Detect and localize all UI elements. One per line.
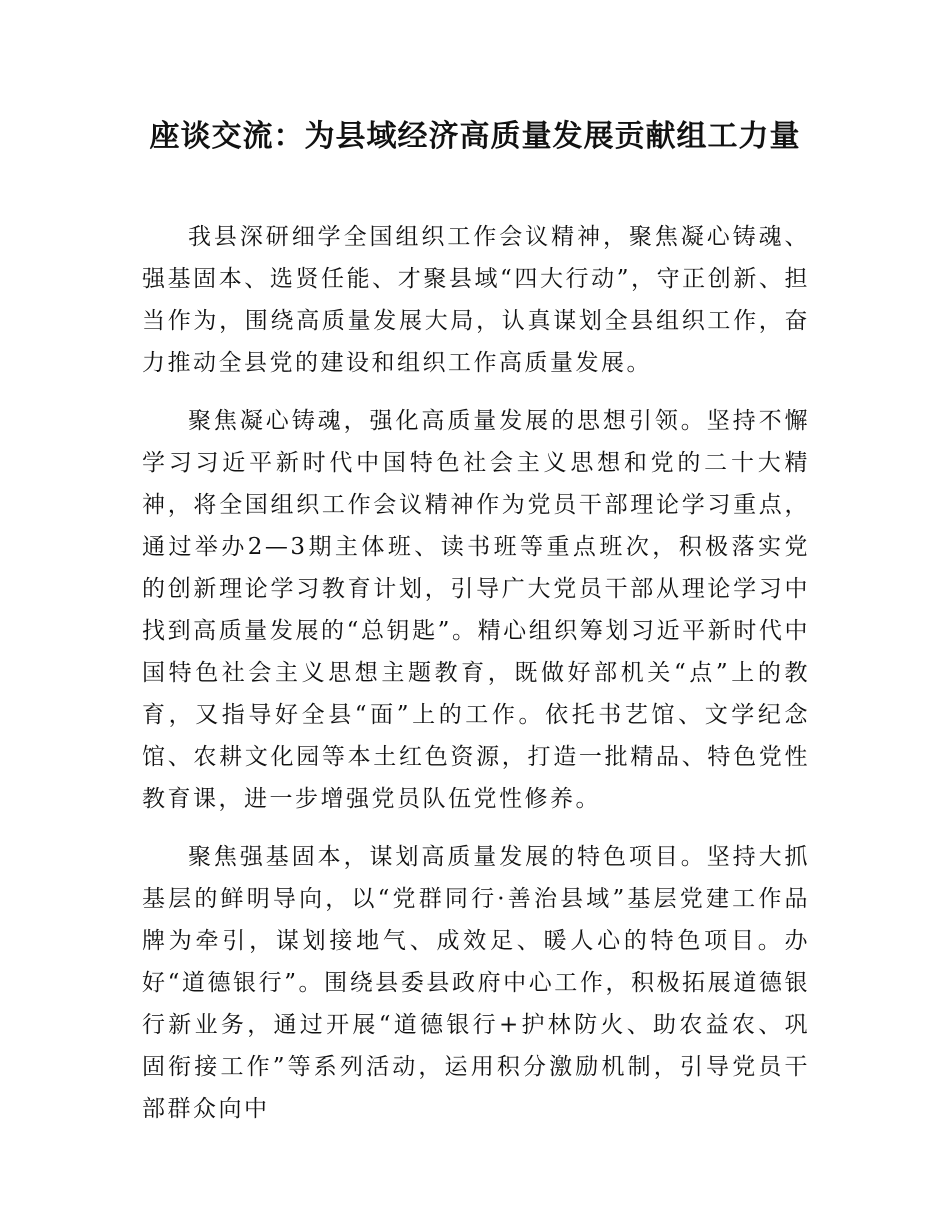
document-body [142,216,810,1146]
document-title: 座谈交流：为县域经济高质量发展贡献组工力量 [149,119,801,154]
paragraph-ideology: 聚焦凝心铸魂，强化高质量发展的思想引领。坚持不懈学习习近平新时代中国特色社会主义思想和党的二十大精神，将全国组织工作会议精神作为党员干部理论学习重点，通过举办2—3期主体班、读书班等重点班次，积极落实党的创新理论学习教育计划，引导广大党员干部从理论学习中找到高质量发展的“总钥匙”。精心组织筹划习近平新时代中国特色社会主义思想主题教育，既做好部机关“点”上的教育，又指导好全县“面”上的工作。依托书艺馆、文学纪念馆、农耕文化园等本土红色资源，打造一批精品、特色党性教育课，进一步增强党员队伍党性修养。 [142,408,810,812]
paragraph-grassroots: 聚焦强基固本，谋划高质量发展的特色项目。坚持大抓基层的鲜明导向，以“党群同行·善治县域”基层党建工作品牌为牵引，谋划接地气、成效足、暖人心的特色项目。办好“道德银行”。围绕县委县政府中心工作，积极拓展道德银行新业务，通过开展“道德银行+护林防火、助农益农、巩固衔接工作”等系列活动，运用积分激励机制，引导党员干部群众向中 [142,844,810,1122]
paragraph-intro: 我县深研细学全国组织工作会议精神，聚焦凝心铸魂、强基固本、选贤任能、才聚县域“四大行动”，守正创新、担当作为，围绕高质量发展大局，认真谋划全县组织工作，奋力推动全县党的建设和组织工作高质量发展。 [142,224,810,376]
